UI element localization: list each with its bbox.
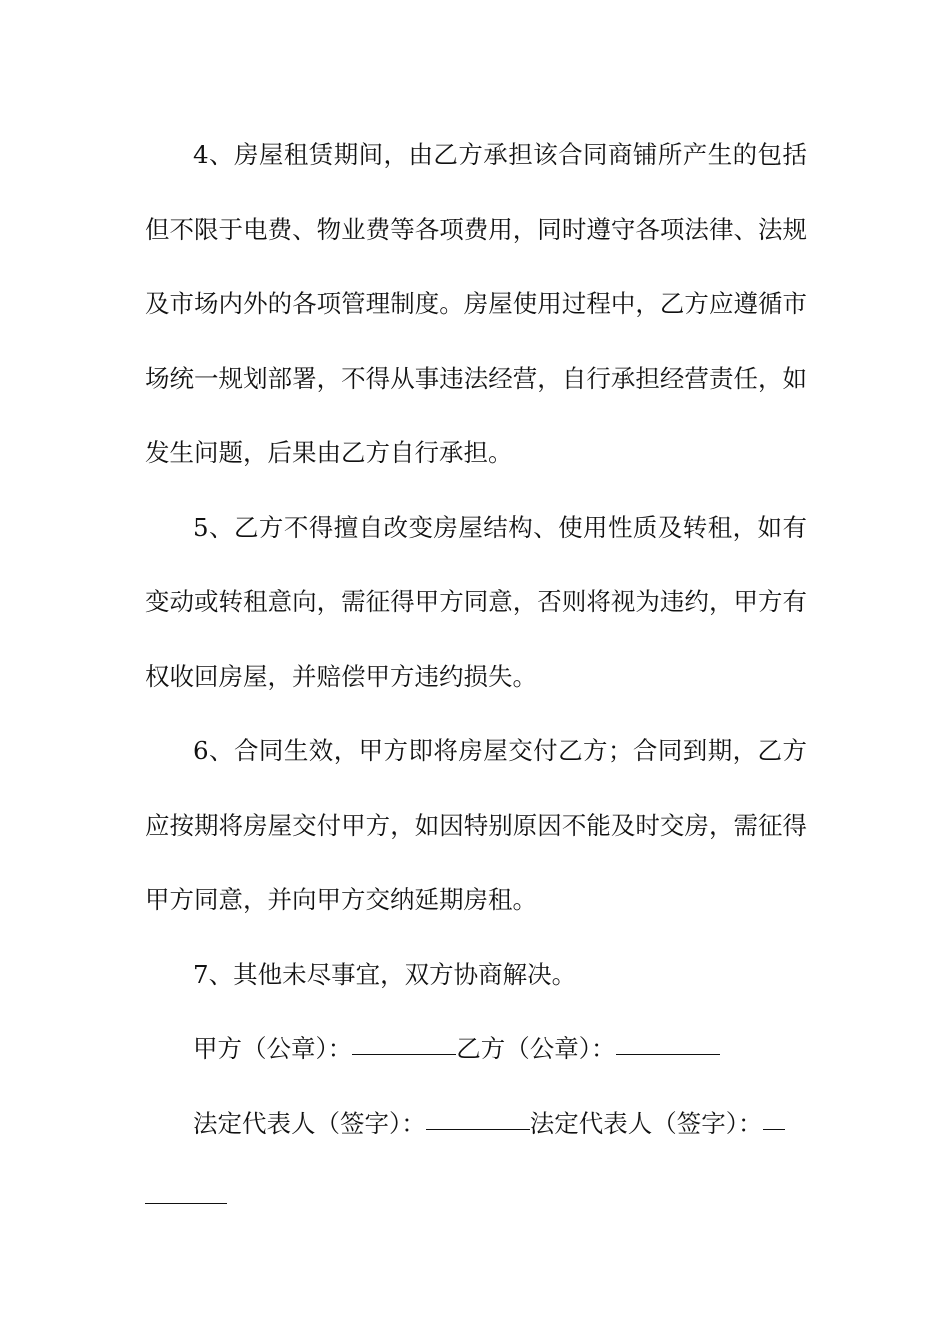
party-a-seal-blank[interactable] <box>352 1053 456 1055</box>
document-body <box>145 118 807 1236</box>
party-a-rep-label: 法定代表人（签字）： <box>193 1108 426 1138</box>
representative-line <box>145 1087 807 1162</box>
clause-6: 6、合同生效，甲方即将房屋交付乙方；合同到期，乙方应按期将房屋交付甲方，如因特别原因不能及时交房，需征得甲方同意，并向甲方交纳延期房租。 <box>145 736 807 914</box>
party-b-seal-label: 乙方（公章）： <box>456 1034 616 1063</box>
party-a-rep-blank[interactable] <box>426 1128 530 1130</box>
clause-7: 7、其他未尽事宜，双方协商解决。 <box>193 959 577 989</box>
party-b-seal-blank[interactable] <box>616 1053 720 1055</box>
party-b-rep-blank-end[interactable] <box>145 1202 227 1204</box>
clause-4: 4、房屋租赁期间，由乙方承担该合同商铺所产生的包括但不限于电费、物业费等各项费用，同时遵守各项法律、法规及市场内外的各项管理制度。房屋使用过程中，乙方应遵循市场统一规划部署，不得从事违法经营，自行承担经营责任，如发生问题，后果由乙方自行承担。 <box>145 140 807 467</box>
party-a-seal-label: 甲方（公章）： <box>193 1034 353 1063</box>
party-b-rep-blank-start[interactable] <box>763 1128 785 1130</box>
seal-line <box>145 1012 807 1087</box>
representative-line-continuation <box>145 1161 807 1236</box>
clause-5: 5、乙方不得擅自改变房屋结构、使用性质及转租，如有变动或转租意向，需征得甲方同意，否则将视为违约，甲方有权收回房屋，并赔偿甲方违约损失。 <box>145 512 807 691</box>
party-b-rep-label: 法定代表人（签字）： <box>529 1108 763 1138</box>
